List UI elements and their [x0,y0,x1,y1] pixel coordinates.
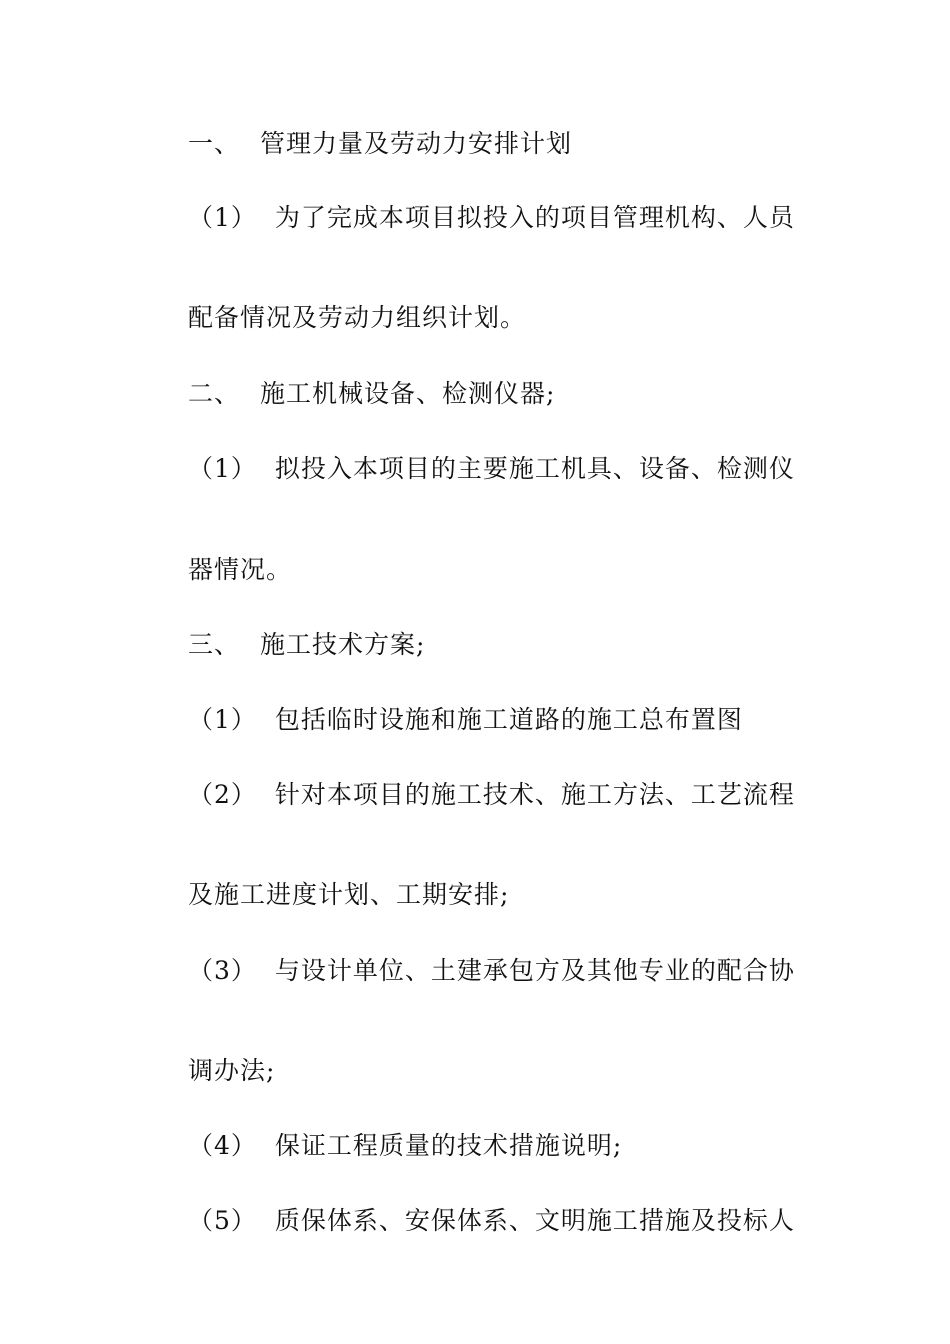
item-text: 保证工程质量的技术措施说明; [274,1131,623,1160]
list-item-continuation [188,879,788,911]
item-text: 与设计单位、土建承包方及其他专业的配合协 [274,956,795,985]
list-item-continuation [188,554,788,586]
list-item-3-5 [188,1205,795,1237]
item-number: （1） [188,705,257,734]
item-text: 器情况。 [188,555,293,584]
list-item-3-2 [188,779,795,811]
item-number: （1） [188,203,257,232]
list-item-1-1 [188,202,795,234]
section-number: 一、 [188,129,241,158]
section-number: 二、 [188,379,241,408]
list-item-2-1 [188,453,795,485]
item-number: （3） [188,956,257,985]
list-item-continuation [188,302,788,334]
item-text: 质保体系、安保体系、文明施工措施及投标人 [274,1206,795,1235]
item-number: （4） [188,1131,257,1160]
list-item-continuation [188,1055,788,1087]
item-text: 拟投入本项目的主要施工机具、设备、检测仪 [274,454,795,483]
list-item-3-1 [188,704,788,736]
item-text: 及施工进度计划、工期安排; [188,880,510,909]
list-item-3-4 [188,1130,788,1162]
section-title: 管理力量及劳动力安排计划 [260,129,573,158]
item-text: 配备情况及劳动力组织计划。 [188,303,527,332]
item-number: （2） [188,780,257,809]
item-text: 调办法; [188,1056,276,1085]
item-text: 包括临时设施和施工道路的施工总布置图 [274,705,743,734]
section-heading-1 [188,128,788,160]
section-heading-3 [188,629,788,661]
section-title: 施工机械设备、检测仪器; [260,379,556,408]
list-item-3-3 [188,955,795,987]
item-text: 为了完成本项目拟投入的项目管理机构、人员 [274,203,795,232]
section-number: 三、 [188,630,241,659]
section-title: 施工技术方案; [260,630,426,659]
section-heading-2 [188,378,788,410]
item-text: 针对本项目的施工技术、施工方法、工艺流程 [274,780,795,809]
item-number: （5） [188,1206,257,1235]
item-number: （1） [188,454,257,483]
